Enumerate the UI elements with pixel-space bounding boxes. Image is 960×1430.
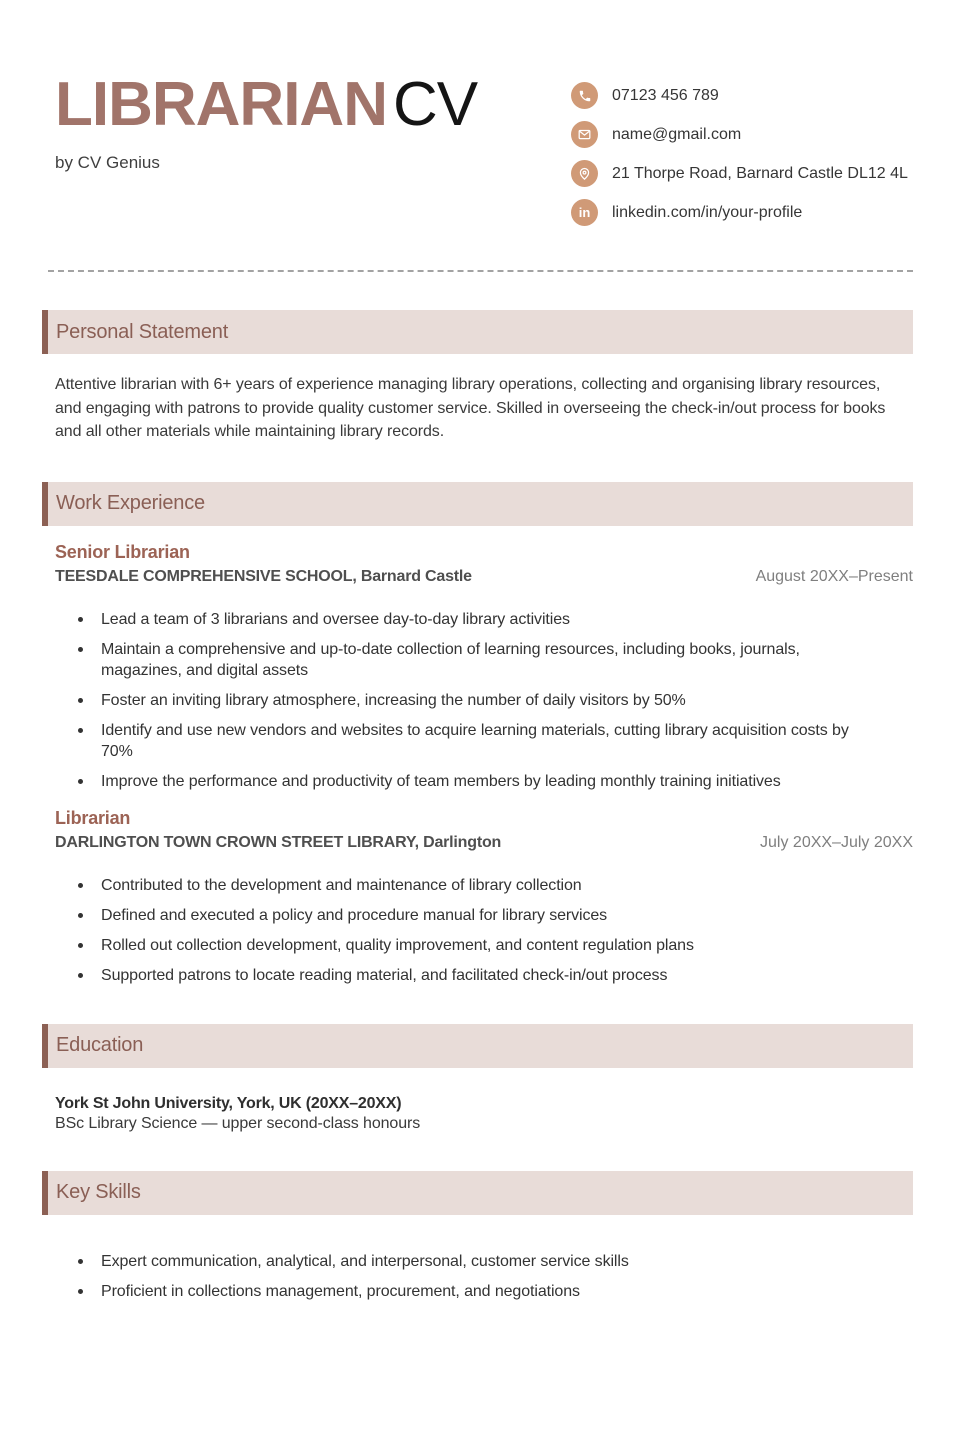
section-header-personal-statement (42, 310, 913, 354)
list-item: Maintain a comprehensive and up-to-date collection of learning resources, including books, journals, magazines, and digital assets (101, 639, 871, 681)
email-address: name@gmail.com (612, 126, 742, 143)
job-bullet-list (55, 609, 913, 792)
education-degree: BSc Library Science — upper second-class honours (55, 1114, 421, 1132)
section-header-key-skills (42, 1171, 913, 1215)
location-icon (571, 160, 598, 187)
postal-address: 21 Thorpe Road, Barnard Castle DL12 4L (612, 165, 908, 182)
skills-bullet-list (42, 1251, 913, 1302)
list-item: Rolled out collection development, quality improvement, and content regulation plans (101, 935, 871, 956)
list-item: Defined and executed a policy and procedure manual for library services (101, 905, 871, 926)
list-item: Contributed to the development and maintenance of library collection (101, 875, 871, 896)
job-company: DARLINGTON TOWN CROWN STREET LIBRARY, Darlington (55, 833, 502, 851)
education-entry (42, 1095, 913, 1133)
list-item: Proficient in collections management, procurement, and negotiations (101, 1281, 871, 1302)
linkedin-url: linkedin.com/in/your-profile (612, 204, 803, 221)
list-item: Expert communication, analytical, and interpersonal, customer service skills (101, 1251, 871, 1272)
contact-row-linkedin (571, 199, 913, 226)
title-primary: LIBRARIAN (55, 70, 387, 139)
section-header-work-experience (42, 482, 913, 526)
list-item: Improve the performance and productivity of team members by leading monthly training initiatives (101, 771, 871, 792)
email-icon (571, 121, 598, 148)
cv-document (0, 72, 960, 1302)
section-title: Key Skills (56, 1181, 141, 1203)
contact-block (571, 72, 913, 226)
job-bullet-list (55, 875, 913, 986)
key-skills-section (42, 1171, 913, 1302)
contact-row-phone (571, 82, 913, 109)
job-dates: August 20XX–Present (755, 567, 913, 585)
job-subheader (55, 568, 913, 586)
job-title: Senior Librarian (55, 541, 190, 562)
list-item: Lead a team of 3 librarians and oversee day-to-day library activities (101, 609, 871, 630)
section-title: Education (56, 1034, 144, 1056)
title-secondary: CV (392, 70, 478, 139)
list-item: Identify and use new vendors and websites to acquire learning materials, cutting library acquisition costs by 70% (101, 720, 871, 762)
header (42, 72, 913, 226)
section-header-education (42, 1024, 913, 1068)
section-title: Personal Statement (56, 320, 229, 343)
contact-row-address (571, 160, 913, 187)
education-institution: York St John University, York, UK (20XX–20XX) (55, 1094, 402, 1112)
job-company: TEESDALE COMPREHENSIVE SCHOOL, Barnard Castle (55, 567, 472, 585)
job-subheader (55, 834, 913, 852)
list-item: Supported patrons to locate reading material, and facilitated check-in/out process (101, 965, 871, 986)
personal-statement-text: Attentive librarian with 6+ years of experience managing library operations, collecting and organising library resources, and engaging with patrons to provide quality customer service. Skilled in overseeing the check-in/out process for books and all other materials while maintaining library records. (55, 376, 886, 440)
page-title (55, 72, 571, 137)
section-title: Work Experience (56, 492, 205, 514)
job-entry-senior-librarian (42, 542, 913, 792)
dashed-divider (48, 270, 913, 272)
linkedin-icon: in (571, 199, 598, 226)
byline: by CV Genius (55, 153, 160, 173)
job-title: Librarian (55, 807, 131, 828)
phone-number: 07123 456 789 (612, 87, 719, 104)
phone-icon (571, 82, 598, 109)
title-block (42, 72, 571, 226)
job-dates: July 20XX–July 20XX (760, 833, 913, 851)
contact-row-email (571, 121, 913, 148)
job-entry-librarian (42, 808, 913, 986)
list-item: Foster an inviting library atmosphere, increasing the number of daily visitors by 50% (101, 690, 871, 711)
